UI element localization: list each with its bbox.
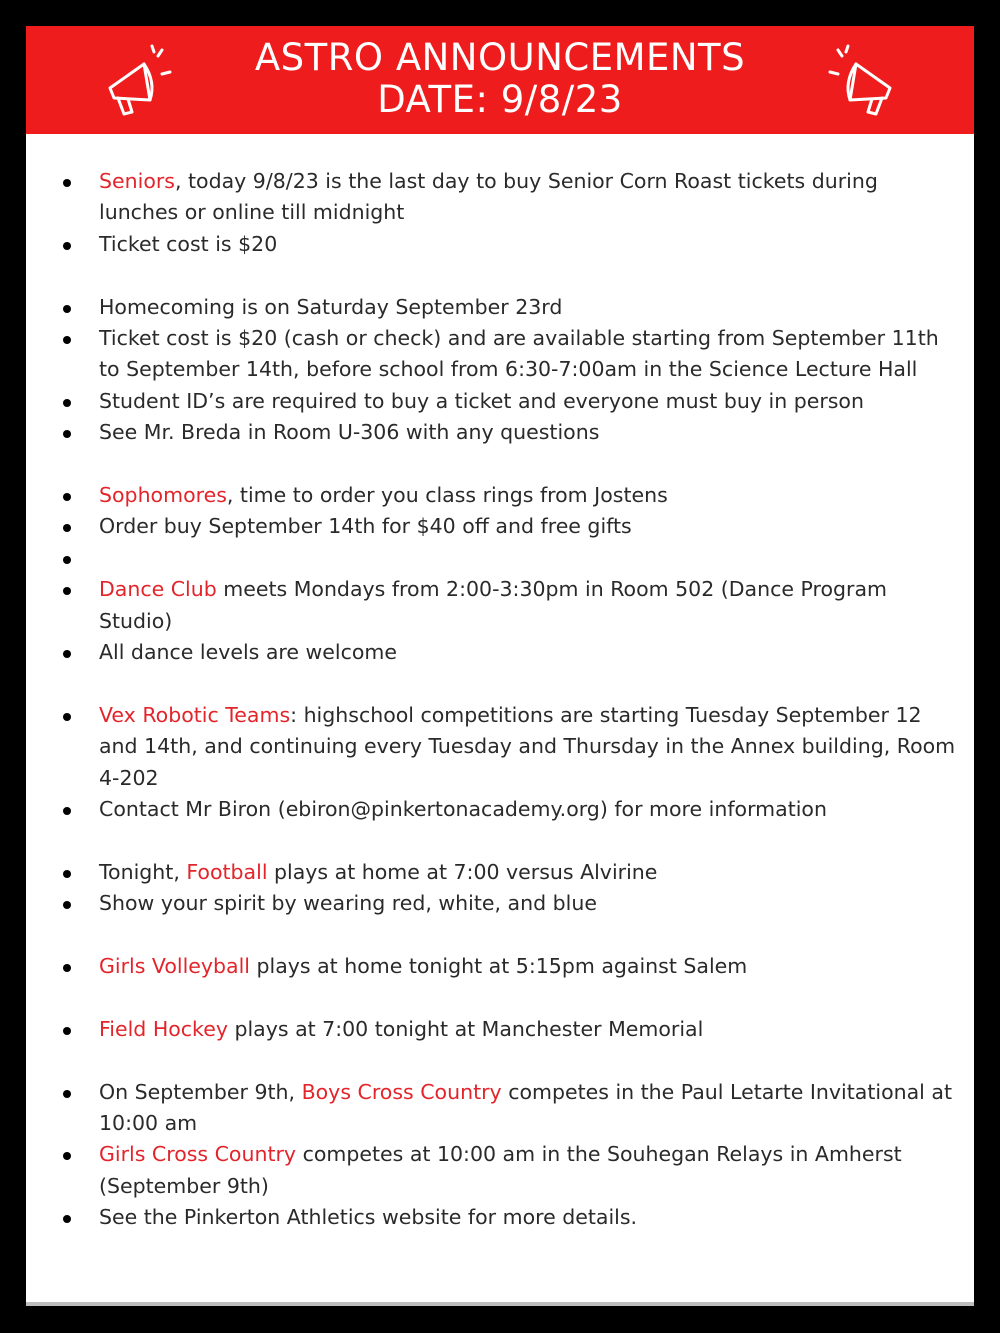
highlight-text: Seniors xyxy=(99,169,175,193)
announcement-group xyxy=(26,480,974,668)
item-text: Ticket cost is $20 (cash or check) and are available starting from September 11th to September 14th, before school from 6:30-7:00am in the Science Lecture Hall xyxy=(99,326,939,382)
item-text: See the Pinkerton Athletics website for more details. xyxy=(99,1205,638,1230)
announcement-page xyxy=(26,26,974,1306)
page-title: ASTRO ANNOUNCEMENTS xyxy=(254,36,746,79)
highlight-text: Dance Club xyxy=(99,577,217,602)
highlight-text: Girls Cross Country xyxy=(99,1142,297,1167)
announcement-group xyxy=(26,857,974,920)
bullet-icon xyxy=(63,242,71,250)
list-item xyxy=(26,166,974,229)
bullet-icon xyxy=(63,650,71,658)
bullet-icon xyxy=(63,336,71,344)
bullet-icon xyxy=(63,1152,71,1160)
bullet-icon xyxy=(63,964,71,972)
list-item xyxy=(26,543,974,574)
bullet-icon xyxy=(63,807,71,815)
list-item xyxy=(26,1014,974,1045)
item-text: plays at 7:00 tonight at Manchester Memorial xyxy=(227,1016,704,1041)
bullet-icon xyxy=(63,493,71,501)
item-text: See Mr. Breda in Room U-306 with any questions xyxy=(99,420,600,445)
bullet-icon xyxy=(63,556,71,564)
item-text: Ticket cost is $20 xyxy=(99,231,278,256)
bullet-icon xyxy=(63,305,71,313)
list-item xyxy=(26,637,974,668)
highlight-text: Vex Robotic Teams xyxy=(99,702,291,727)
item-text: All dance levels are welcome xyxy=(99,640,397,665)
announcement-group xyxy=(26,292,974,449)
header-banner xyxy=(26,26,974,134)
highlight-text: Girls Volleyball xyxy=(99,954,250,979)
list-item xyxy=(26,386,974,417)
megaphone-icon xyxy=(822,42,902,122)
bullet-icon xyxy=(63,713,71,721)
bullet-icon xyxy=(63,901,71,909)
list-item xyxy=(26,888,974,919)
bullet-icon xyxy=(63,430,71,438)
announcement-group xyxy=(26,166,974,260)
list-item xyxy=(26,323,974,386)
bullet-icon xyxy=(63,179,71,187)
page-date: DATE: 9/8/23 xyxy=(377,78,623,121)
announcement-group xyxy=(26,1014,974,1045)
item-text: Show your spirit by wearing red, white, and blue xyxy=(99,891,597,916)
list-item xyxy=(26,511,974,542)
item-text: Tonight, xyxy=(99,859,187,884)
bullet-icon xyxy=(63,587,71,595)
item-text: , time to order you class rings from Jostens xyxy=(226,483,668,508)
item-text: Contact Mr Biron (ebiron@pinkertonacademy.org) for more information xyxy=(99,797,827,822)
item-text: On September 9th, xyxy=(99,1079,302,1104)
item-text: Homecoming is on Saturday September 23rd xyxy=(99,294,563,319)
list-item xyxy=(26,1139,974,1202)
highlight-text: Boys Cross Country xyxy=(301,1079,502,1104)
announcement-group xyxy=(26,700,974,826)
item-text: Student ID’s are required to buy a ticket and everyone must buy in person xyxy=(99,388,864,413)
list-item xyxy=(26,574,974,637)
item-text: plays at home at 7:00 versus Alvirine xyxy=(267,859,658,884)
item-text: competes at 10:00 am in the Souhegan Relays in Amherst (September 9th) xyxy=(99,1142,902,1198)
item-text: , today 9/8/23 is the last day to buy Senior Corn Roast tickets during lunches or online till midnight xyxy=(99,169,878,225)
bullet-icon xyxy=(63,399,71,407)
list-item xyxy=(26,794,974,825)
list-item xyxy=(26,292,974,323)
bullet-icon xyxy=(63,1215,71,1223)
item-text: plays at home tonight at 5:15pm against Salem xyxy=(249,954,748,979)
item-text: meets Mondays from 2:00-3:30pm in Room 502 (Dance Program Studio) xyxy=(99,577,887,633)
announcement-group xyxy=(26,951,974,982)
highlight-text: Football xyxy=(186,859,268,884)
list-item xyxy=(26,417,974,448)
list-item xyxy=(26,700,974,794)
item-text: Order buy September 14th for $40 off and free gifts xyxy=(99,514,632,539)
list-item xyxy=(26,1202,974,1233)
bottom-divider xyxy=(26,1302,974,1306)
bullet-icon xyxy=(63,524,71,532)
highlight-text: Field Hockey xyxy=(99,1016,228,1041)
list-item xyxy=(26,480,974,511)
bullet-icon xyxy=(63,1090,71,1098)
item-text: : highschool competitions are starting Tuesday September 12 and 14th, and continuing every Tuesday and Thursday in the Annex building, Room 4-202 xyxy=(99,702,956,790)
list-item xyxy=(26,229,974,260)
list-item xyxy=(26,1077,974,1140)
list-item xyxy=(26,857,974,888)
bullet-icon xyxy=(63,1027,71,1035)
item-text: competes in the Paul Letarte Invitational at 10:00 am xyxy=(99,1079,952,1136)
announcement-list xyxy=(26,166,974,1265)
highlight-text: Sophomores xyxy=(99,483,227,508)
bullet-icon xyxy=(63,870,71,878)
announcement-group xyxy=(26,1077,974,1234)
list-item xyxy=(26,951,974,982)
